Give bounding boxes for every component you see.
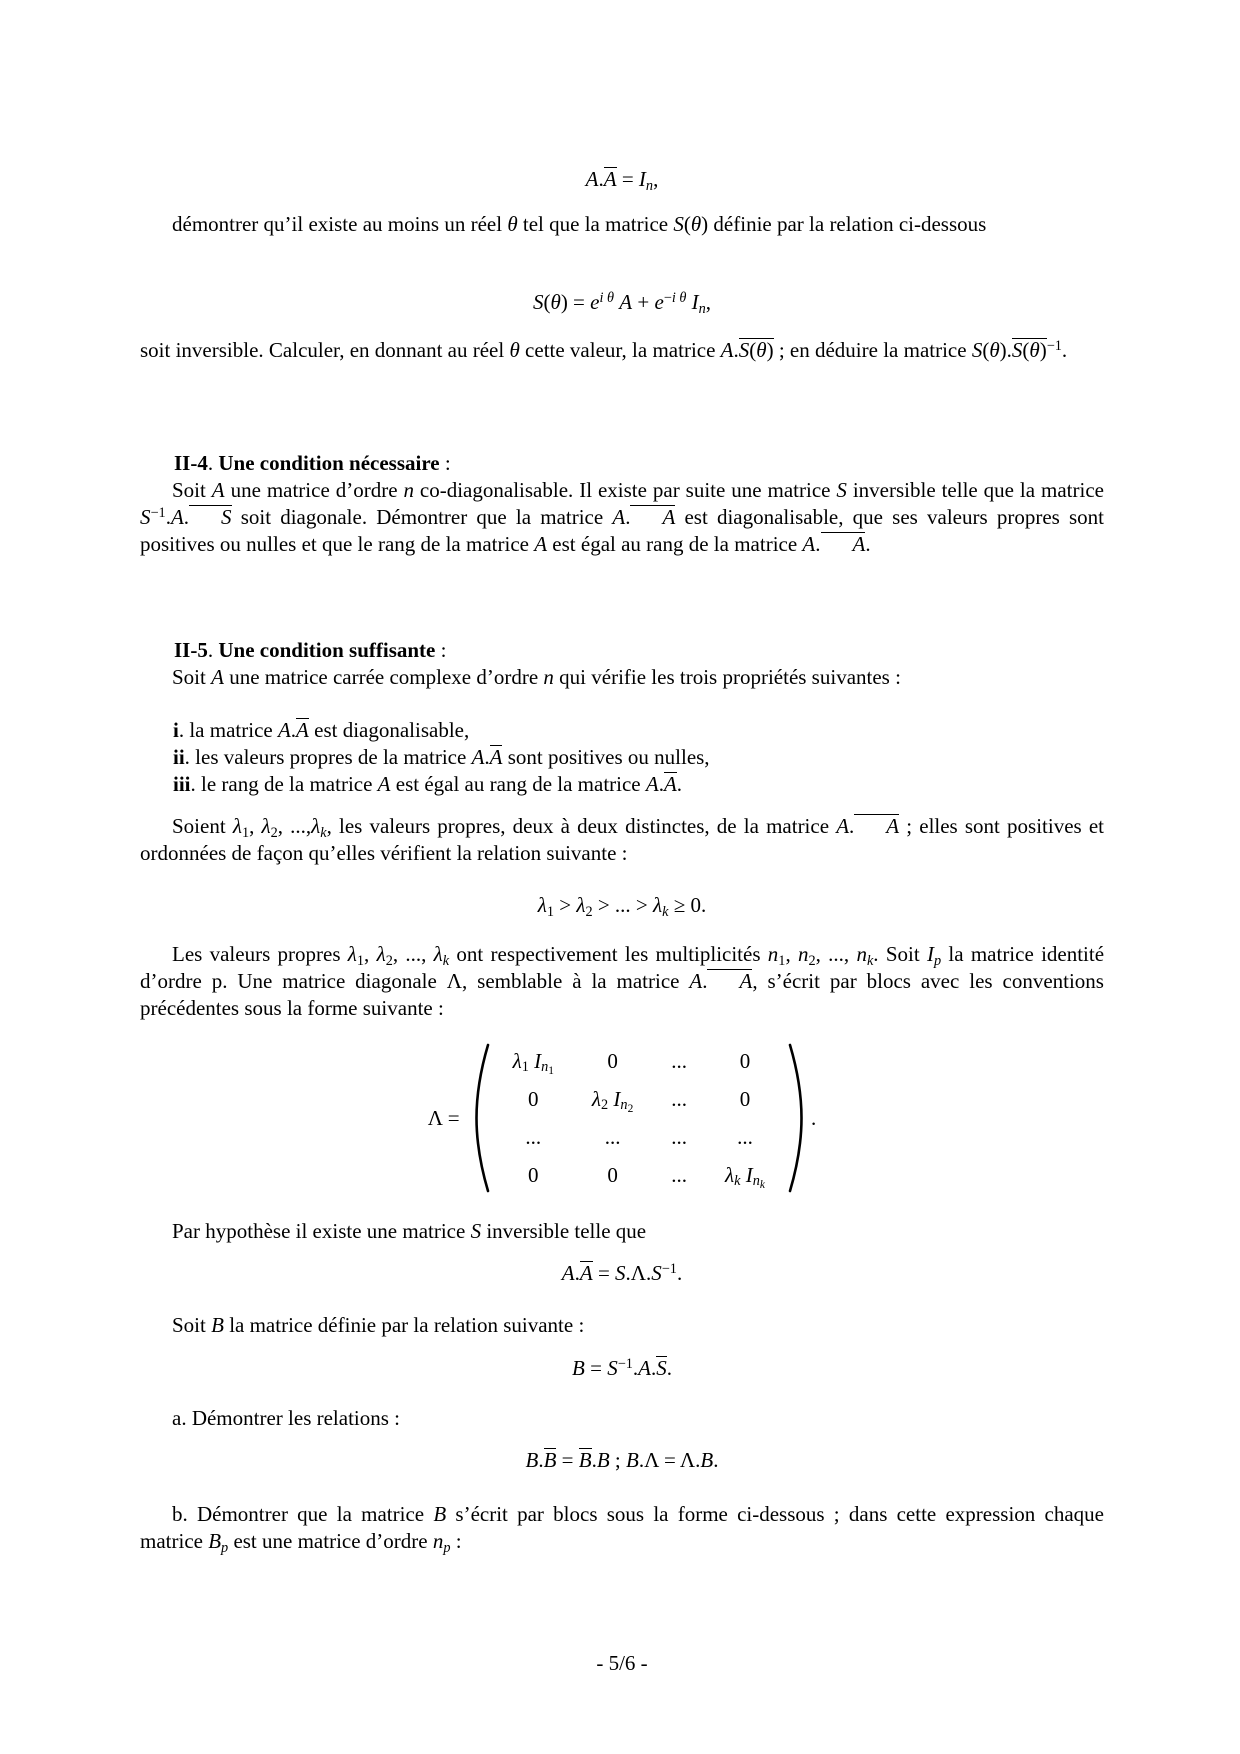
math-italic: θ (1029, 338, 1040, 362)
property-dot-ii: . (184, 745, 196, 769)
math-subscript: 2 (808, 952, 816, 969)
math-italic: θ (507, 212, 518, 236)
matrix-period: . (810, 1105, 817, 1130)
math-overline (664, 772, 677, 796)
math-italic: λ (591, 1086, 602, 1111)
math-italic: λ (376, 942, 386, 966)
math-subscript (734, 1173, 740, 1189)
property-marker-i: i (173, 718, 179, 742)
math-italic: k (662, 903, 669, 920)
paragraph-soient: Soient $\lambda_1$, $\lambda_2$, $...,\lambda_k$, les valeurs propres, deux à deux distinctes, de la matrice A. A ; elles sont positives et ordonnées de façon qu’elles vérifient la relation suivante : (140, 814, 1105, 865)
math-italic: λ (537, 893, 547, 917)
math-italic: I (638, 167, 646, 191)
math-italic: θ (756, 338, 767, 362)
math-subscript: 2 (270, 824, 278, 841)
matrix-row (494, 1042, 784, 1080)
math-italic: A (619, 290, 633, 314)
paragraph-demontrer: démontrer qu’il existe au moins un réel θ tel que la matrice S(θ) définie par la relation ci-dessous (172, 212, 987, 236)
math-italic: θ (550, 290, 561, 314)
math-italic: S (615, 1261, 626, 1285)
math-italic: θ (989, 338, 1000, 362)
formula-s-theta: $S(\theta) = e^{i \theta}$ $A + e^{-i \theta}$ $I_n$, (532, 290, 712, 317)
math-italic: λ (261, 814, 271, 838)
math-subscript: 1 (356, 952, 365, 969)
math-italic: S (1011, 338, 1023, 362)
math-italic: B (572, 1356, 585, 1380)
math-italic: A (277, 718, 291, 742)
math-italic: S (532, 290, 544, 314)
heading-ii4-number: II-4 (174, 451, 208, 475)
math-overline (580, 1261, 593, 1285)
math-subscript: 1 (548, 1065, 554, 1078)
matrix-lambda-block (140, 1038, 1104, 1198)
math-italic: A (561, 1261, 575, 1285)
math-overline (544, 1448, 557, 1472)
math-overline (296, 718, 309, 742)
math-italic: I (691, 290, 699, 314)
math-subscript (620, 1097, 634, 1116)
math-italic: n (403, 478, 414, 502)
property-marker-iii: iii (173, 772, 191, 796)
math-italic: A (836, 814, 850, 838)
formula-unitary: $A.A = I_n$, (585, 167, 659, 194)
matrix-body (494, 1042, 784, 1194)
math-subscript (320, 825, 326, 841)
math-subscript (752, 1173, 765, 1192)
math-subscript: 1 (241, 824, 250, 841)
math-italic: A (886, 814, 900, 838)
property-item-i (140, 717, 1104, 744)
heading-ii4 (140, 450, 1104, 477)
math-italic: S (971, 338, 983, 362)
matrix-cell: 0 (528, 1162, 539, 1187)
math-italic: A (852, 532, 866, 556)
math-overline (656, 1356, 667, 1380)
math-italic: λ (433, 942, 443, 966)
math-overline (579, 1448, 592, 1472)
heading-ii4-colon: : (439, 451, 451, 475)
property-text-i: la matrice A.A est diagonalisable, (189, 718, 470, 742)
paragraph-hypothese: Par hypothèse il existe une matrice S inversible telle que (172, 1219, 647, 1243)
math-italic: S (221, 505, 232, 529)
matrix-row (494, 1156, 784, 1194)
math-subscript (867, 953, 873, 969)
math-italic: A (603, 167, 617, 191)
math-superscript: −1 (617, 1356, 633, 1373)
math-italic: I (534, 1048, 542, 1073)
matrix-cell (573, 1080, 652, 1118)
matrix-cell: ... (604, 1124, 621, 1149)
math-superscript (599, 290, 614, 306)
math-italic: λ (311, 814, 321, 838)
matrix-cell: ... (671, 1086, 688, 1111)
matrix-cell: ... (525, 1124, 542, 1149)
math-subscript: 1 (521, 1059, 529, 1076)
math-italic: B (578, 1448, 592, 1472)
math-italic: n (543, 665, 554, 689)
paragraph-ii4: Soit A une matrice d’ordre n co-diagonalisable. Il existe par suite une matrice S inversible telle que la matrice $S^{-1}.A$. S soit diagonale. Démontrer que la matrice A. A est diagonalisable, que ses valeurs propres sont positives ou nulles et que le rang de la matrice A est égal au rang de la matrice A. A. (140, 478, 1104, 556)
math-overline (630, 505, 675, 529)
math-italic: B (543, 1448, 557, 1472)
math-italic: n (645, 177, 654, 194)
math-italic: i θ (599, 290, 615, 307)
math-italic: n (752, 1173, 760, 1190)
math-italic: A (211, 478, 225, 502)
property-item-iii (140, 771, 1104, 798)
heading-ii5-number: II-5 (174, 638, 208, 662)
math-italic: S (651, 1261, 662, 1285)
math-italic: n (797, 942, 809, 966)
matrix-cell: 0 (739, 1048, 751, 1073)
matrix-cell: 0 (739, 1086, 751, 1111)
matrix-row (494, 1118, 784, 1156)
math-italic: A (638, 1356, 651, 1380)
math-italic: A (377, 772, 391, 796)
page-number: - 5/6 - (596, 1651, 648, 1675)
math-italic: e (590, 290, 600, 314)
math-overline (604, 167, 617, 191)
math-italic: I (613, 1086, 621, 1111)
matrix-cell: ... (671, 1162, 688, 1187)
matrix-table (494, 1042, 784, 1194)
math-italic: A (645, 772, 659, 796)
matrix-lhs: Λ = (427, 1105, 460, 1130)
math-superscript: −1 (661, 1261, 677, 1278)
paragraph-question-a: a. Démontrer les relations : (172, 1406, 401, 1430)
matrix-cell: 0 (607, 1162, 618, 1187)
math-italic: A (471, 745, 485, 769)
math-subscript: 2 (585, 903, 593, 920)
property-item-ii (140, 744, 1104, 771)
formula-eigenvalue-order: $\lambda_1 > \lambda_2$ > ... > $\lambda_k \ge 0$. (537, 893, 707, 920)
paragraph-multiplicites: Les valeurs propres $\lambda_1$, $\lambda_2$, ..., $\lambda_k$ ont respectivement les multiplicités $n_1$, $n_2$, ..., $n_k$. Soit $I_p$ la matrice identité d’ordre p. Une matrice diagonale Λ, semblable à la matrice A. A, s’écrit par blocs avec les conventions précédentes sous la forme suivante : (140, 942, 1105, 1020)
formula-similar: $A.A = S.\Lambda.S^{-1}$. (561, 1261, 683, 1285)
paragraph-inversible: soit inversible. Calculer, en donnant au réel θ cette valeur, la matrice A.S(θ) ; en déduire la matrice $S(\theta).S(\theta)^{-1}$. (140, 338, 1068, 362)
math-superscript: −1 (1046, 338, 1062, 355)
math-italic: A (720, 338, 734, 362)
property-text-ii: les valeurs propres de la matrice A.A sont positives ou nulles, (195, 745, 710, 769)
matrix-cell (706, 1156, 784, 1194)
matrix-row (494, 1080, 784, 1118)
math-overline: S(θ) (738, 338, 774, 362)
math-subscript: 2 (385, 952, 393, 969)
math-italic: k (759, 1179, 765, 1192)
math-italic: A (612, 505, 626, 529)
matrix-cell: 0 (528, 1086, 539, 1111)
math-italic: S (836, 478, 847, 502)
math-italic: B (625, 1448, 639, 1472)
heading-ii5 (140, 637, 1104, 664)
right-paren-icon (786, 1042, 806, 1194)
math-italic: S (673, 212, 684, 236)
math-overline (854, 814, 899, 838)
math-overline (821, 532, 866, 556)
math-subscript: 2 (601, 1097, 609, 1114)
math-italic: A (663, 772, 677, 796)
formula-b-definition: $B = S^{-1}.A.S$. (572, 1356, 672, 1380)
matrix-cell: ... (671, 1124, 688, 1149)
math-subscript: 1 (778, 952, 786, 969)
math-italic: λ (232, 814, 242, 838)
math-subscript (443, 1540, 450, 1556)
math-italic: A (534, 532, 548, 556)
math-overline: S(θ) (1011, 338, 1047, 362)
math-italic: θ (509, 338, 520, 362)
heading-ii5-dot: . (207, 638, 219, 662)
math-italic: n (620, 1097, 628, 1114)
math-italic: p (221, 1539, 229, 1556)
math-italic: A (579, 1261, 593, 1285)
math-italic: A (689, 969, 703, 993)
math-subscript (699, 301, 706, 317)
math-subscript: 2 (627, 1103, 634, 1116)
math-italic: B (211, 1313, 224, 1337)
paragraph-ii5-intro: Soit A une matrice carrée complexe d’ordre n qui vérifie les trois propriétés suivantes : (172, 665, 901, 689)
math-overline (490, 745, 503, 769)
math-italic: A (802, 532, 816, 556)
formula-b-relations: B.B = B.B ; B.Λ = Λ.B. (525, 1448, 719, 1472)
paragraph-soit-b: Soit B la matrice définie par la relation suivante : (172, 1313, 585, 1337)
math-italic: λ (576, 893, 586, 917)
math-superscript: −i θ (663, 290, 687, 307)
property-marker-ii: ii (173, 745, 185, 769)
math-italic: B (208, 1529, 222, 1553)
matrix-cell: 0 (607, 1048, 618, 1073)
math-subscript (662, 904, 668, 920)
math-italic: B (433, 1502, 447, 1526)
math-italic: k (320, 824, 327, 841)
math-italic: n (698, 300, 706, 317)
math-italic: p (443, 1539, 451, 1556)
math-italic: θ (690, 212, 702, 236)
math-subscript (646, 178, 653, 194)
math-subscript (760, 1179, 765, 1191)
math-italic: S (607, 1356, 618, 1380)
math-italic: k (866, 952, 874, 969)
math-subscript (221, 1540, 228, 1556)
math-italic: S (738, 338, 750, 362)
math-italic: A (489, 745, 503, 769)
math-italic: A (739, 969, 753, 993)
math-italic: n (541, 1059, 549, 1076)
math-italic: B (700, 1448, 714, 1472)
property-dot-iii: . (190, 772, 202, 796)
math-italic: S (470, 1219, 482, 1243)
math-italic: A (662, 505, 676, 529)
heading-ii5-colon: : (435, 638, 447, 662)
math-italic: n (856, 942, 867, 966)
math-italic: λ (512, 1048, 522, 1073)
math-subscript (443, 953, 449, 969)
math-italic: λ (653, 893, 663, 917)
math-italic: B (525, 1448, 539, 1472)
math-italic: e (654, 290, 664, 314)
math-overline (189, 505, 232, 529)
matrix-cell (494, 1042, 573, 1080)
property-text-iii: le rang de la matrice A est égal au rang de la matrice A.A. (201, 772, 683, 796)
paragraph-question-b: b. Démontrer que la matrice B s’écrit par blocs sous la forme ci-dessous ; dans cette expression chaque matrice $B_p$ est une matrice d’ordre $n_p$ : (140, 1502, 1104, 1556)
math-italic: λ (725, 1162, 735, 1187)
math-italic: A (211, 665, 224, 689)
math-subscript (934, 953, 941, 969)
math-italic: n (767, 942, 779, 966)
matrix-cell: ... (671, 1048, 688, 1073)
math-italic: S (656, 1356, 667, 1380)
math-italic: I (745, 1162, 753, 1187)
math-italic: k (734, 1173, 741, 1190)
math-italic: p (933, 952, 942, 969)
left-paren-icon (472, 1042, 492, 1194)
math-italic: A (585, 167, 599, 191)
heading-ii5-title: Une condition suffisante (218, 638, 436, 662)
math-italic: n (432, 1529, 444, 1553)
math-italic: λ (347, 942, 357, 966)
math-italic: I (926, 942, 934, 966)
math-superscript: −1 (150, 505, 166, 522)
matrix-cell: ... (737, 1124, 753, 1149)
math-overline (707, 969, 752, 993)
math-italic: i θ (671, 290, 687, 307)
heading-ii4-title: Une condition nécessaire (218, 451, 440, 475)
math-italic: S (140, 505, 151, 529)
math-italic: A (296, 718, 309, 742)
heading-ii4-dot: . (207, 451, 219, 475)
math-italic: k (442, 952, 450, 969)
math-italic: B (596, 1448, 610, 1472)
math-italic: A (170, 505, 184, 529)
math-subscript (541, 1059, 554, 1078)
property-dot-i: . (178, 718, 190, 742)
math-subscript: 1 (546, 903, 554, 920)
